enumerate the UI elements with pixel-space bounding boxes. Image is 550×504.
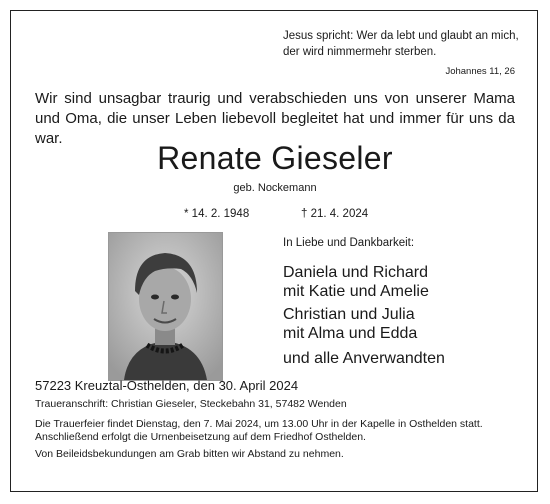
family-line-2: mit Katie und Amelie bbox=[283, 283, 429, 300]
family-line-4: mit Alma und Edda bbox=[283, 325, 418, 342]
funeral-info-line-3: Von Beileidsbekundungen am Grab bitten wir Abstand zu nehmen. bbox=[35, 448, 344, 460]
born-name: geb. Nockemann bbox=[233, 182, 317, 194]
death-date: † 21. 4. 2024 bbox=[301, 208, 369, 220]
obituary-notice bbox=[10, 10, 538, 492]
verse-line-2: der wird nimmermehr sterben. bbox=[283, 46, 437, 58]
intro-text: Wir sind unsagbar traurig und verabschieden uns von unserer Mama und Oma, die unser Leben liebevoll begleitet hat und immer für uns da war. bbox=[35, 90, 515, 147]
place-and-date: 57223 Kreuztal-Osthelden, den 30. April 2024 bbox=[35, 378, 299, 393]
family-line-1: Daniela und Richard bbox=[283, 264, 428, 281]
funeral-info-line-1: Die Trauerfeier findet Dienstag, den 7. Mai 2024, um 13.00 Uhr in der Kapelle in Osthelden statt. bbox=[35, 418, 483, 430]
thanks-label: In Liebe und Dankbarkeit: bbox=[283, 237, 415, 249]
portrait-image bbox=[109, 233, 222, 380]
birth-date: * 14. 2. 1948 bbox=[184, 208, 250, 220]
verse-reference: Johannes 11, 26 bbox=[445, 66, 515, 77]
funeral-info-line-2: Anschließend erfolgt die Urnenbeisetzung auf dem Friedhof Osthelden. bbox=[35, 431, 366, 443]
bible-verse bbox=[283, 28, 519, 60]
verse-line-1: Jesus spricht: Wer da lebt und glaubt an mich, bbox=[283, 30, 519, 42]
family-line-3: Christian und Julia bbox=[283, 306, 415, 323]
family-line-5: und alle Anverwandten bbox=[283, 350, 445, 367]
mourning-address: Traueranschrift: Christian Gieseler, Steckebahn 31, 57482 Wenden bbox=[35, 398, 347, 410]
portrait-photo bbox=[108, 232, 223, 381]
deceased-name: Renate Gieseler bbox=[157, 140, 393, 176]
